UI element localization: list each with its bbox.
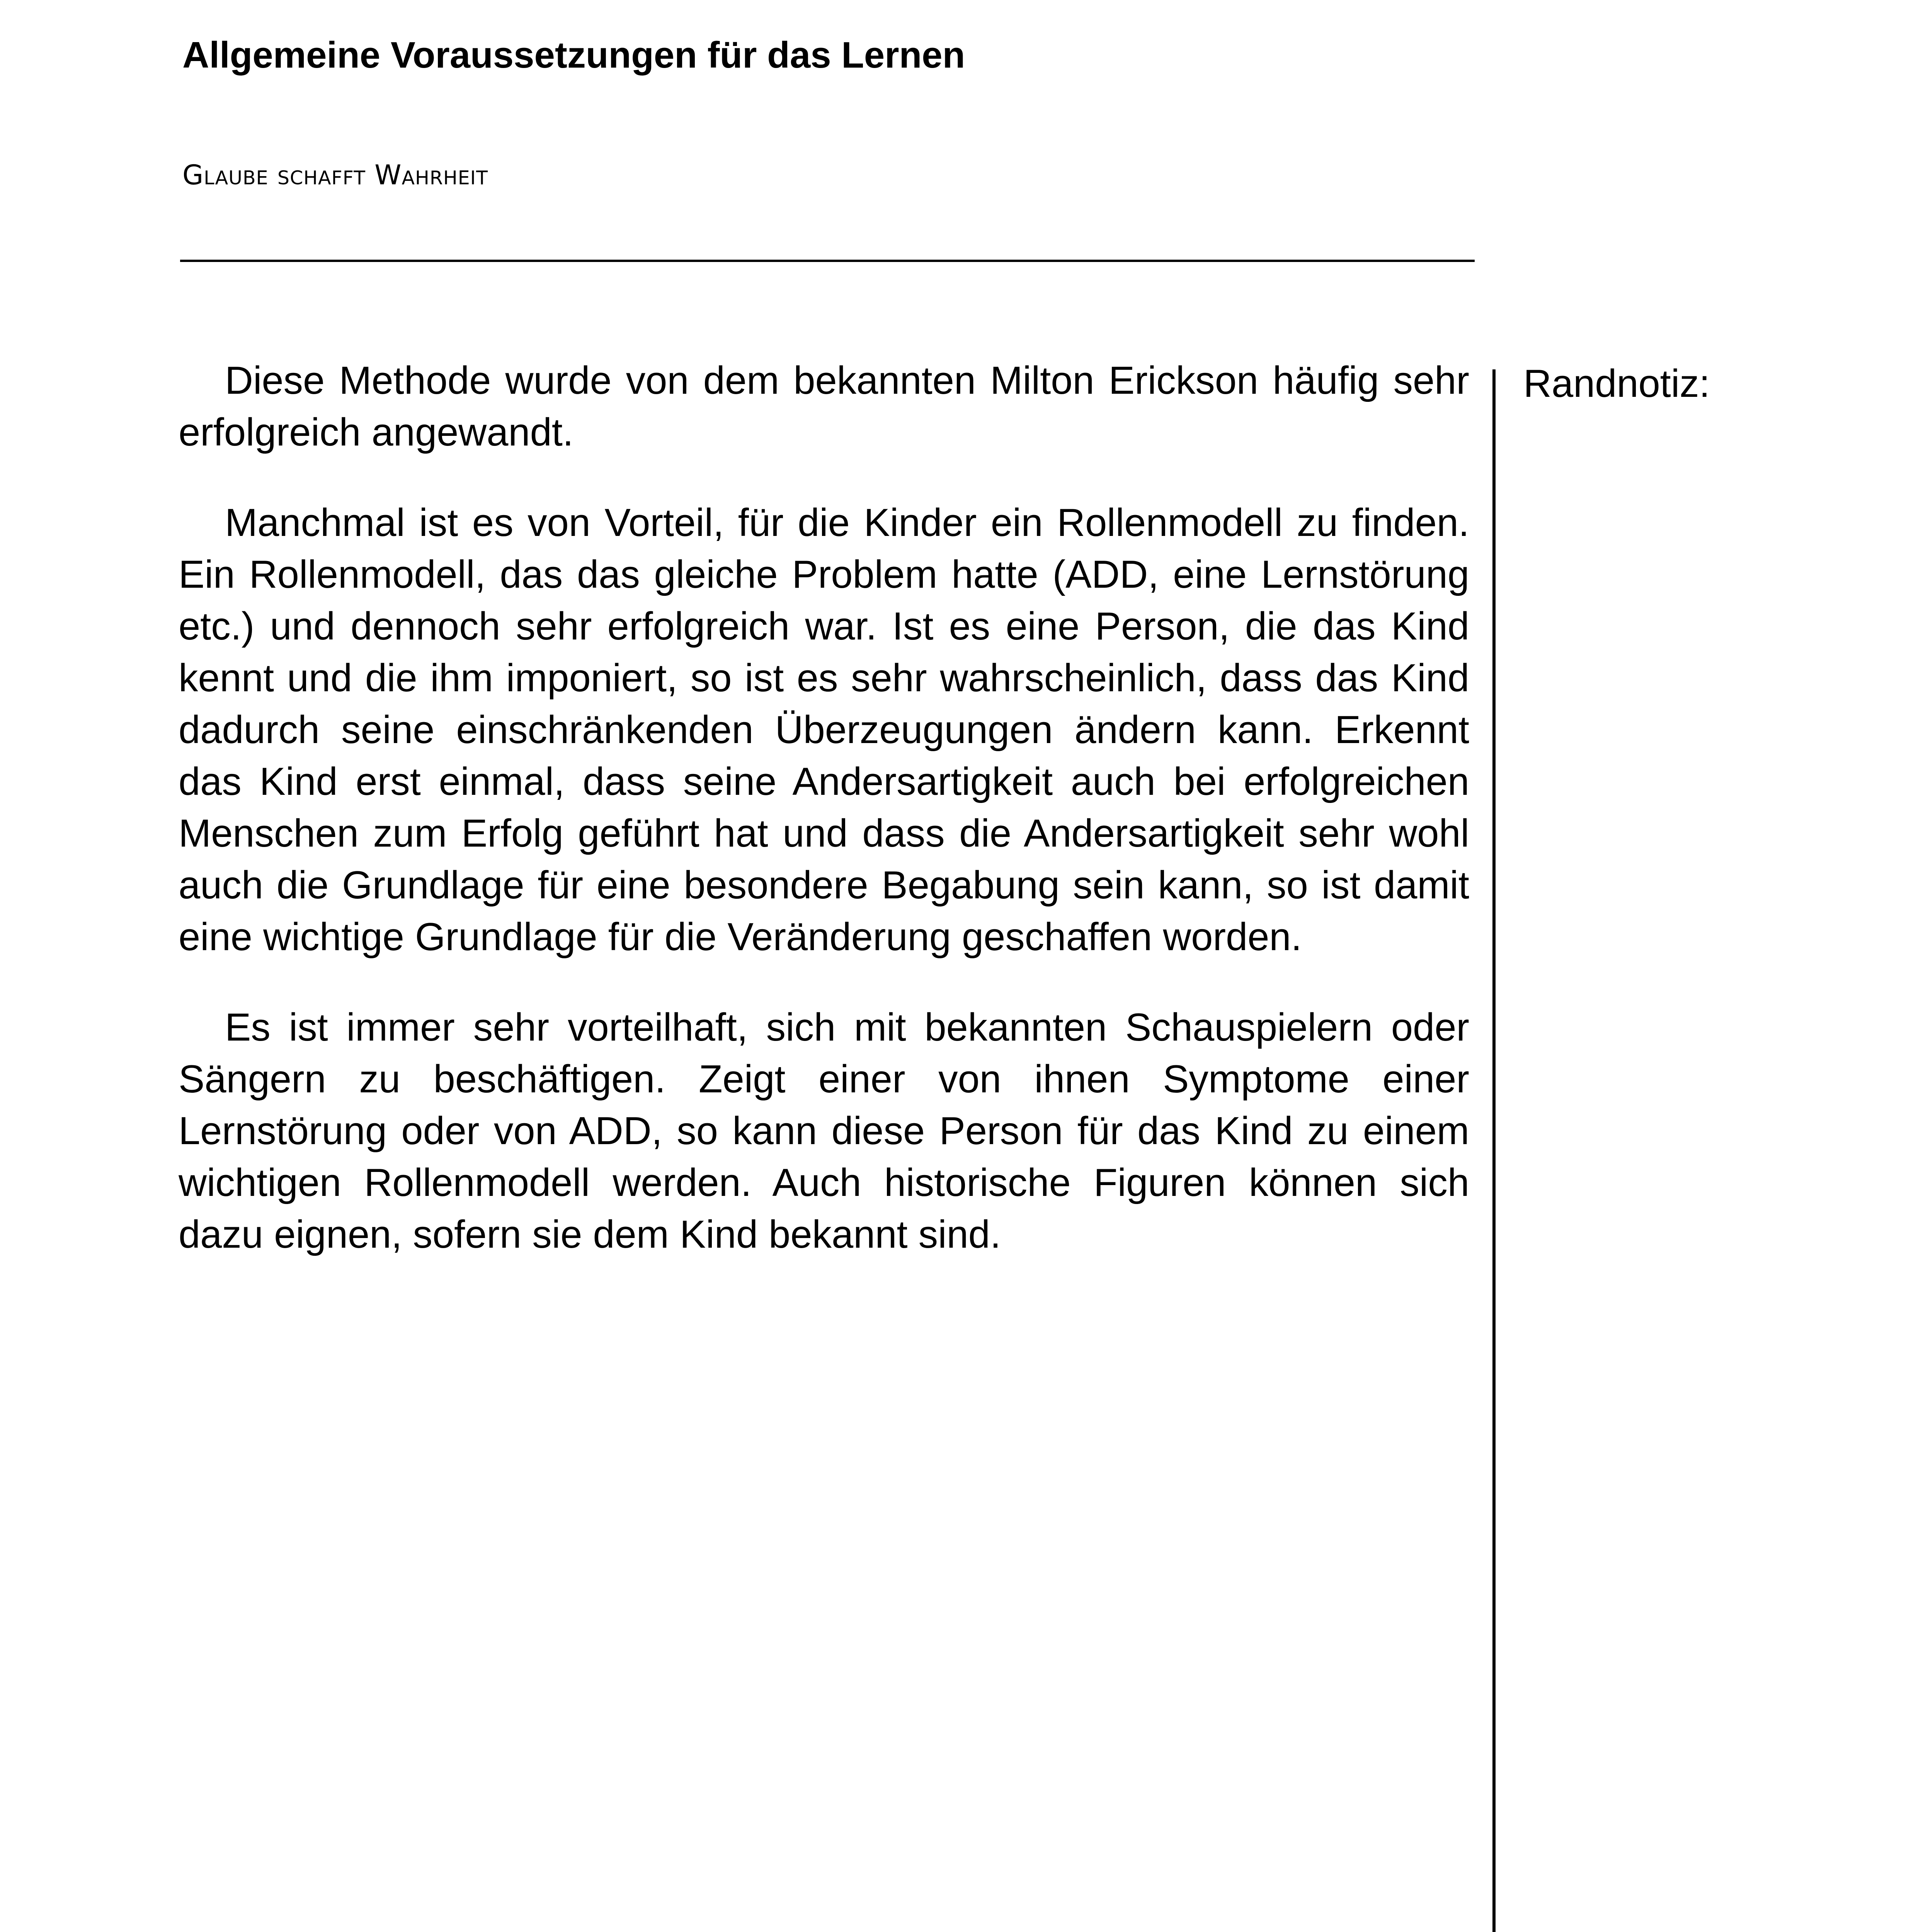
paragraph: Diese Methode wurde von dem bekannten Milton Erickson häufig sehr erfolgreich angewandt. [179, 359, 1469, 454]
chapter-title: Allgemeine Voraussetzungen für das Lernen [182, 34, 965, 76]
margin-note-label: Randnotiz: [1523, 362, 1710, 405]
paragraph: Es ist immer sehr vorteilhaft, sich mit bekannten Schauspielern oder Sängern zu beschäftigen. Zeigt einer von ihnen Symptome einer Lernstörung oder von ADD, so kann diese Person für das Kind zu einem wichtigen Rollenmodell werden. Auch historische Figuren können sich dazu eignen, sofern sie dem Kind bekannt sind. [179, 1006, 1469, 1256]
body-text [179, 355, 1469, 1299]
paragraph: Manchmal ist es von Vorteil, für die Kinder ein Rollenmodell zu finden. Ein Rollenmodell, das das gleiche Problem hatte (ADD, eine Lernstörung etc.) und dennoch sehr erfolgreich war. Ist es eine Person, die das Kind kennt und die ihm imponiert, so ist es sehr wahrscheinlich, dass das Kind dadurch seine einschränkenden Überzeugungen ändern kann. Erkennt das Kind erst einmal, dass seine Andersartigkeit auch bei erfolgreichen Menschen zum Erfolg geführt hat und dass die Andersartigkeit sehr wohl auch die Grundlage für eine besondere Begabung sein kann, so ist damit eine wichtige Grundlage für die Veränderung geschaffen worden. [179, 501, 1469, 959]
section-title: Glaube schafft Wahrheit [182, 159, 488, 191]
header-divider [180, 260, 1475, 262]
margin-divider [1492, 369, 1496, 1932]
